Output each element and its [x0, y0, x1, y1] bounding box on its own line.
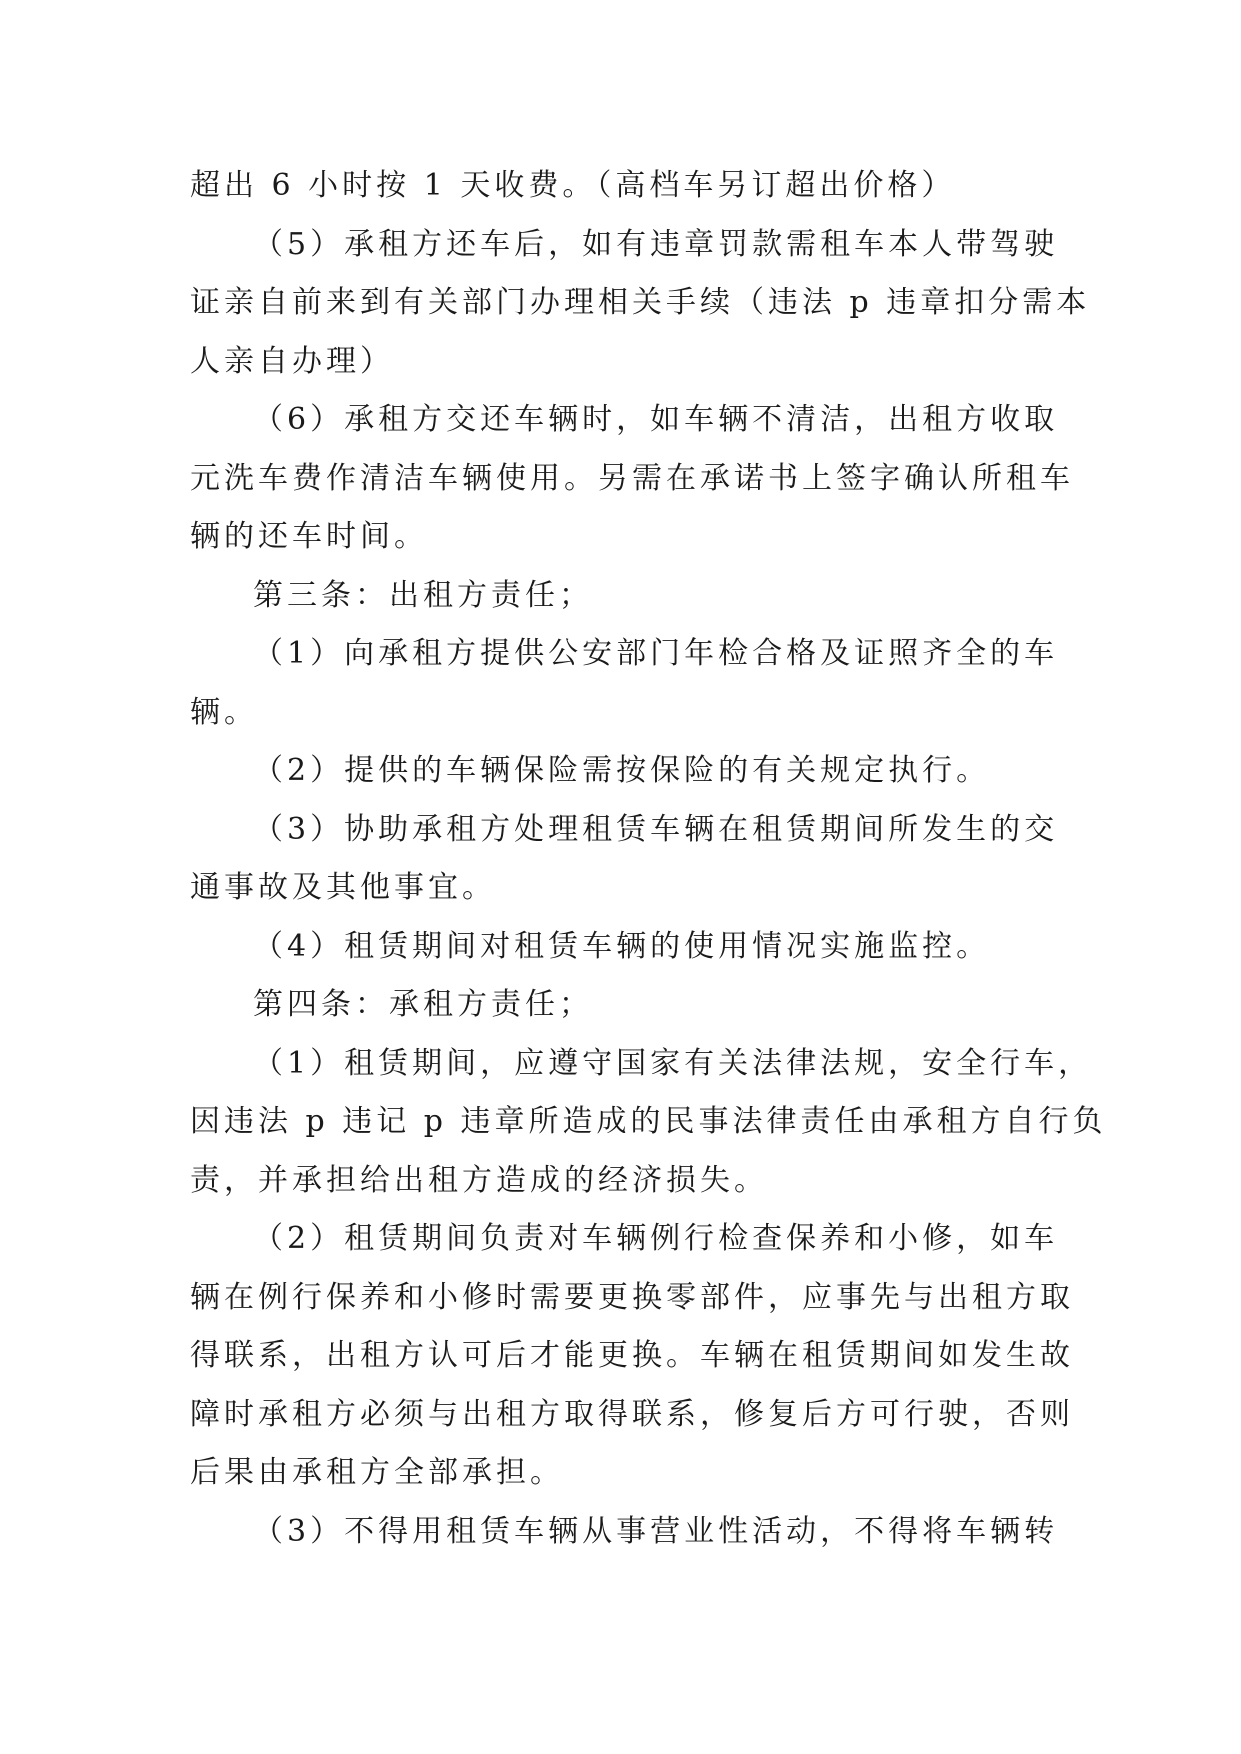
text-line: 通事故及其他事宜。	[190, 870, 496, 905]
text-line: 辆在例行保养和小修时需要更换零部件，应事先与出租方取	[190, 1279, 1074, 1315]
text-line: 辆的还车时间。	[190, 519, 428, 554]
text-line: 责，并承担给出租方造成的经济损失。	[190, 1162, 768, 1198]
text-line: （3）不得用租赁车辆从事营业性活动，不得将车辆转	[253, 1513, 1059, 1549]
text-line: （2）提供的车辆保险需按保险的有关规定执行。	[253, 753, 991, 788]
text-line: （6）承租方交还车辆时，如车辆不清洁，出租方收取	[253, 402, 1059, 437]
text-line: 障时承租方必须与出租方取得联系，修复后方可行驶，否则	[190, 1396, 1074, 1432]
section-heading: 第三条：出租方责任；	[253, 577, 593, 613]
text-line: （3）协助承租方处理租赁车辆在租赁期间所发生的交	[253, 811, 1059, 847]
text-line: 辆。	[190, 694, 258, 730]
text-line: 因违法 p 违记 p 违章所造成的民事法律责任由承租方自行负	[190, 1104, 1107, 1139]
text-line: （5）承租方还车后，如有违章罚款需租车本人带驾驶	[253, 226, 1059, 262]
text-line: （2）租赁期间负责对车辆例行检查保养和小修，如车	[253, 1221, 1059, 1256]
text-line: 得联系，出租方认可后才能更换。车辆在租赁期间如发生故	[190, 1338, 1074, 1373]
text-line: （4）租赁期间对租赁车辆的使用情况实施监控。	[253, 928, 991, 964]
text-line: （1）租赁期间，应遵守国家有关法律法规，安全行车，	[253, 1045, 1093, 1081]
text-line: 后果由承租方全部承担。	[190, 1455, 564, 1490]
text-line: 人亲自办理）	[190, 343, 394, 379]
document-body	[190, 157, 1107, 1561]
text-line: 超出 6 小时按 1 天收费。（高档车另订超出价格）	[190, 168, 956, 203]
text-line: 证亲自前来到有关部门办理相关手续（违法 p 违章扣分需本	[190, 285, 1091, 320]
text-line: 元洗车费作清洁车辆使用。另需在承诺书上签字确认所租车	[190, 460, 1074, 496]
text-line: （1）向承租方提供公安部门年检合格及证照齐全的车	[253, 636, 1059, 671]
section-heading: 第四条：承租方责任；	[253, 987, 593, 1022]
